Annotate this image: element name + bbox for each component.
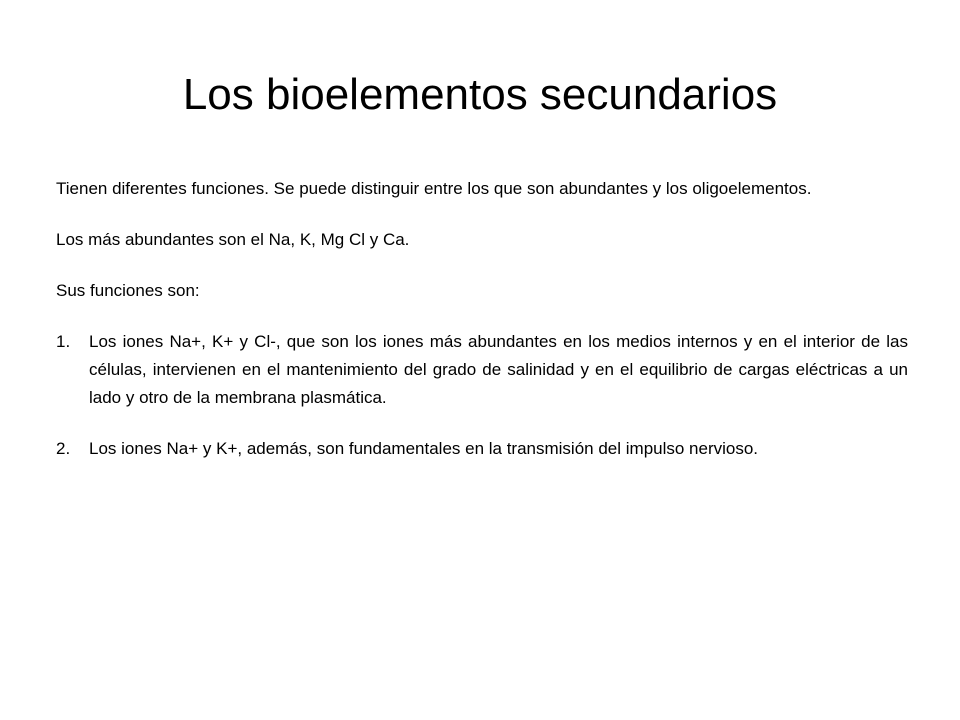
functions-heading: Sus funciones son: (56, 281, 200, 300)
intro-paragraph: Tienen diferentes funciones. Se puede distinguir entre los que son abundantes y los oligoelementos. (56, 179, 812, 198)
slide-title: Los bioelementos secundarios (182, 70, 778, 119)
list-item-number: 1. (56, 332, 71, 351)
list-item (56, 435, 908, 463)
slide-body (56, 175, 908, 486)
abundant-elements-paragraph: Los más abundantes son el Na, K, Mg Cl y Ca. (56, 230, 410, 249)
functions-list (56, 328, 908, 463)
list-item-text: Los iones Na+, K+ y Cl-, que son los iones más abundantes en los medios internos y en el interior de las células, intervienen en el mantenimiento del grado de salinidad y en el equilibrio de cargas eléctricas a un lado y otro de la membrana plasmática. (89, 332, 908, 407)
list-item (56, 328, 908, 412)
list-item-number: 2. (56, 439, 71, 458)
list-item-text: Los iones Na+ y K+, además, son fundamentales en la transmisión del impulso nervioso. (89, 439, 759, 458)
